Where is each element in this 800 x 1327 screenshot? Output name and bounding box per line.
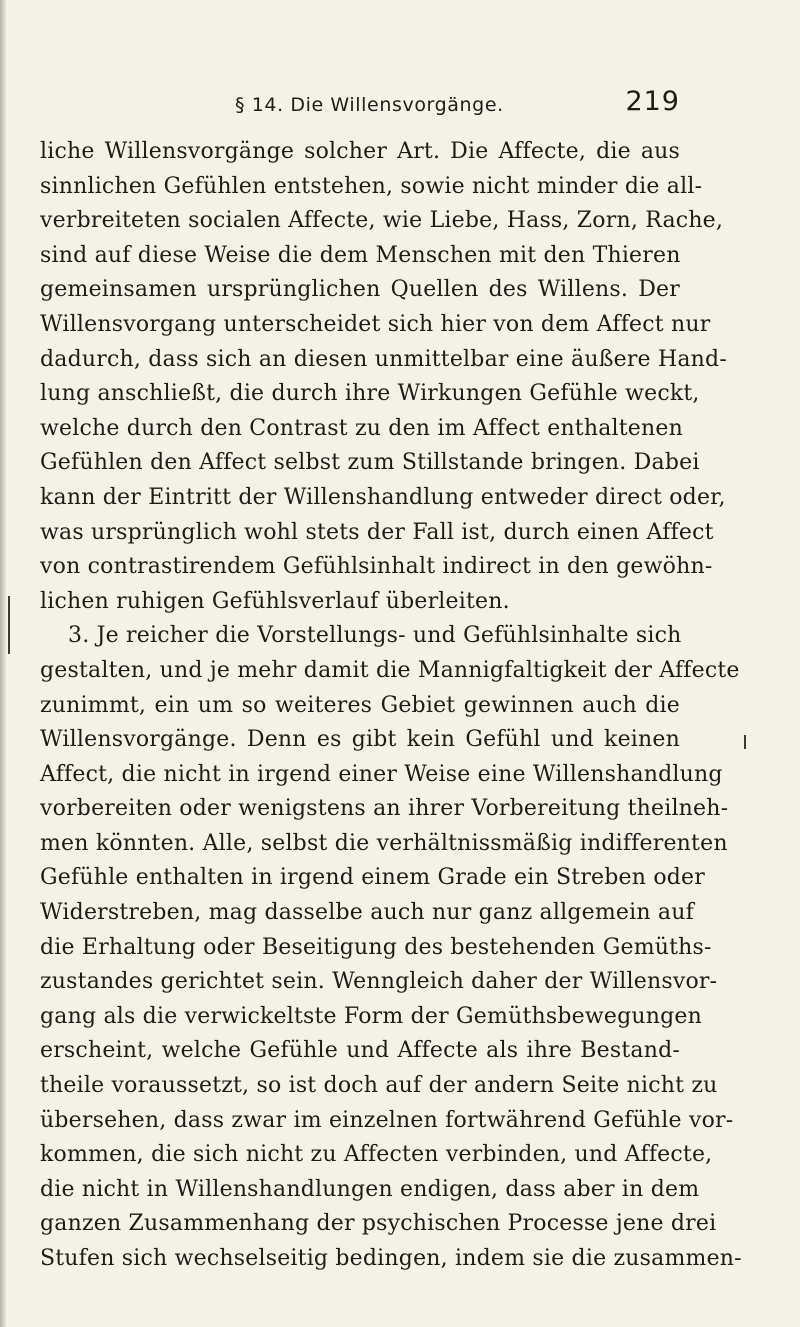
text-line: die nicht in Willenshandlungen endigen, dass aber in dem: [40, 1176, 700, 1202]
text-line: gemeinsamen ursprünglichen Quellen des Willens. Der: [40, 277, 680, 303]
text-line: Widerstreben, mag dasselbe auch nur ganz allgemein auf: [40, 900, 694, 926]
text-line: von contrastirendem Gefühlsinhalt indirect in den gewöhn-: [40, 554, 713, 580]
text-line: theile voraussetzt, so ist doch auf der andern Seite nicht zu: [40, 1073, 718, 1099]
text-line: zunimmt, ein um so weiteres Gebiet gewinnen auch die: [40, 692, 680, 718]
text-line: Gefühlen den Affect selbst zum Stillstande bringen. Dabei: [40, 450, 700, 476]
text-line: men könnten. Alle, selbst die verhältnissmäßig indifferenten: [40, 830, 728, 856]
page-header: [40, 86, 680, 126]
text-line: vorbereiten oder wenigstens an ihrer Vorbereitung theilneh-: [40, 796, 729, 822]
text-line: die Erhaltung oder Beseitigung des bestehenden Gemüths-: [40, 934, 712, 960]
text-line: kommen, die sich nicht zu Affecten verbinden, und Affecte,: [40, 1142, 713, 1168]
text-line: dadurch, dass sich an diesen unmittelbar eine äußere Hand-: [40, 346, 727, 372]
text-line: Willensvorgänge. Denn es gibt kein Gefühl und keinen: [40, 727, 680, 753]
text-line: ganzen Zusammenhang der psychischen Processe jene drei: [40, 1211, 717, 1237]
text-line: kann der Eintritt der Willenshandlung entweder direct oder,: [40, 484, 726, 510]
text-line: verbreiteten socialen Affecte, wie Liebe, Hass, Zorn, Rache,: [40, 208, 724, 234]
margin-mark-left: [8, 596, 10, 654]
text-line: gestalten, und je mehr damit die Mannigfaltigkeit der Affecte: [40, 657, 740, 683]
text-line: zustandes gerichtet sein. Wenngleich daher der Willensvor-: [40, 969, 718, 995]
page-edge: [0, 0, 6, 1327]
text-line: sind auf diese Weise die dem Menschen mit den Thieren: [40, 242, 681, 268]
paragraph-start-line: 3. Je reicher die Vorstellungs- und Gefühlsinhalte sich: [68, 623, 682, 649]
text-line: lichen ruhigen Gefühlsverlauf überleiten.: [40, 588, 510, 614]
running-head: § 14. Die Willensvorgänge.: [235, 94, 504, 116]
text-line: was ursprünglich wohl stets der Fall ist, durch einen Affect: [40, 519, 714, 545]
text-line: erscheint, welche Gefühle und Affecte als ihre Bestand-: [40, 1038, 680, 1064]
page-number: 219: [625, 86, 680, 117]
body-text: [40, 135, 742, 1277]
text-line: gang als die verwickeltste Form der Gemüthsbewegungen: [40, 1003, 702, 1029]
text-line: übersehen, dass zwar im einzelnen fortwährend Gefühle vor-: [40, 1107, 734, 1133]
margin-mark-right: [744, 735, 746, 749]
text-line: Stufen sich wechselseitig bedingen, indem sie die zusammen-: [40, 1246, 742, 1271]
text-line: Affect, die nicht in irgend einer Weise eine Willenshandlung: [40, 761, 723, 787]
text-line: lung anschließt, die durch ihre Wirkungen Gefühle weckt,: [40, 381, 700, 407]
text-line: Gefühle enthalten in irgend einem Grade ein Streben oder: [40, 865, 705, 891]
text-line: Willensvorgang unterscheidet sich hier von dem Affect nur: [40, 311, 711, 337]
text-line: welche durch den Contrast zu den im Affect enthaltenen: [40, 415, 683, 441]
text-line: sinnlichen Gefühlen entstehen, sowie nicht minder die all-: [40, 173, 703, 199]
text-line: liche Willensvorgänge solcher Art. Die Affecte, die aus: [40, 139, 680, 164]
